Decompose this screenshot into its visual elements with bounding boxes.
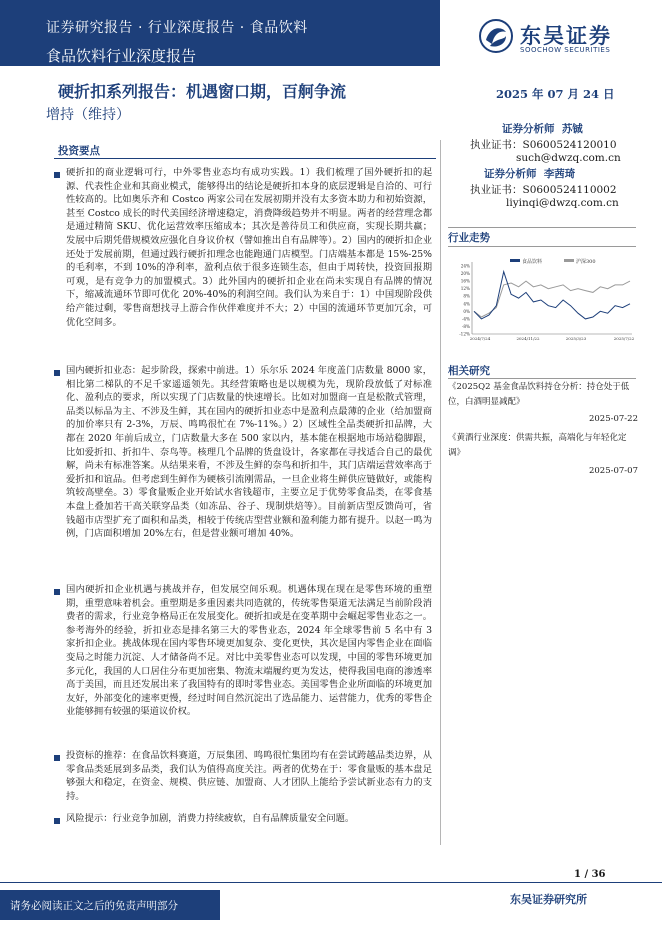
section-divider [54, 158, 436, 159]
analyst-2-email[interactable]: liyinqi@dwzq.com.cn [506, 197, 619, 209]
x-tick-label: 2025/7/22 [613, 336, 635, 341]
series-line-0 [474, 272, 630, 319]
y-tick-label: 4% [463, 301, 470, 307]
y-tick-label: 16% [460, 278, 470, 284]
logo-english: SOOCHOW SECURITIES [520, 46, 611, 54]
bullet-icon [54, 172, 60, 178]
paragraph-4: 投资标的推荐：在食品饮料赛道，万辰集团、鸣鸣很忙集团均有在尝试跨越品类边界，从零食品类延展到多品类，我们认为值得高度关注。两者的优势在于：零食量贩的基本盘足够强大和稳定，在资金、规模、供应链、加盟商、人才团队上能给予尝试新业态有力的支持。 [66, 750, 432, 802]
analyst-1-license: 执业证书：S0600524120010 [470, 139, 617, 151]
legend-hs300: 沪深300 [576, 259, 596, 265]
divider [448, 378, 636, 379]
analyst-2-title: 证券分析师 李茜琦 [484, 168, 576, 180]
legend-swatch-hs300 [564, 259, 574, 262]
x-tick-label: 2024/11/22 [516, 336, 540, 341]
divider [448, 246, 636, 247]
footer-line [0, 882, 662, 883]
soochow-logo-icon [478, 18, 514, 54]
y-tick-label: 0% [463, 308, 470, 314]
logo-text: 东吴证券 [520, 24, 612, 48]
page-number: 1 / 36 [574, 869, 606, 880]
related-item-2[interactable]: 《黄酒行业深度：供需共振，高端化与年轻化定调》 [448, 433, 627, 458]
report-title: 硬折扣系列报告：机遇窗口期，百舸争流 [58, 82, 347, 101]
related-title: 相关研究 [448, 365, 490, 377]
legend-food: 食品饮料 [522, 259, 543, 265]
section-title: 投资要点 [58, 145, 100, 157]
x-tick-label: 2025/3/23 [565, 336, 587, 341]
disclaimer-notice[interactable]: 请务必阅读正文之后的免责声明部分 [10, 900, 178, 912]
divider [448, 227, 636, 228]
report-date: 2025 年 07 月 24 日 [496, 87, 615, 101]
y-tick-label: -12% [459, 331, 470, 337]
y-tick-label: 12% [460, 286, 470, 292]
bullet-icon [54, 755, 60, 761]
industry-trend-chart [448, 258, 636, 348]
x-tick-label: 2024/7/24 [469, 336, 491, 341]
industry-report-label: 食品饮料行业深度报告 [46, 47, 197, 65]
trend-title: 行业走势 [448, 232, 490, 244]
y-tick-label: 8% [463, 293, 470, 299]
bullet-icon [54, 589, 60, 595]
column-divider [440, 140, 441, 845]
analyst-1-title: 证券分析师 苏铖 [502, 123, 583, 135]
related-item-1[interactable]: 《2025Q2 基金食品饮料持仓分析：持仓处于低位，白酒明显减配》 [448, 382, 630, 407]
footer-org: 东吴证券研究所 [510, 893, 587, 906]
paragraph-1: 硬折扣的商业逻辑可行，中外零售业态均有成功实践。1）我们梳理了国外硬折扣的起源、代表性企业和其商业模式，能够得出的结论是硬折扣本身的底层逻辑是自洽的、可行性较高的。比如奥乐齐和 Costco 两家公司在发展初期并没有太多资本助力和初始资源，甚至 Costco 成长的时代美国经济增速稳定，消费降级趋势并不明显。两者的经营理念都是通过精简 SKU、优化运营效率压缩成本；其次是善待员工和供应商，实现长期共赢；发展中后期凭借规模效应强化自身议价权（譬如推出自有品牌等）。2）国内的硬折扣企业还处于发展前期，但通过践行硬折扣理念也能跑通门店模型。门店端基本都是 15%-25%的毛利率，不到 10%的净利率，盈利点依于很多连锁生态，但由于周转快，投资回报期可观，是有竞争力的加盟模式。3）此外国内的硬折扣企业在尚未实现自有品牌的情况下，缩减流通环节即可优化 20%-40%的利润空间。我们认为来自于：1）中国现阶段供给产能过剩，零售商想找寻上游合作伙伴难度并不大；2）中国的流通环节更加冗余，可优化空间多。 [66, 167, 432, 328]
y-tick-label: 20% [460, 271, 470, 277]
paragraph-2: 国内硬折扣业态：起步阶段，探索中前进。1）乐尔乐 2024 年度盖门店数量 8000 家，相比第二梯队的不足千家遥遥领先。其经营策略也是以规模为先，现阶段放低了对标准化、盈利点的要求，所以实现了门店数量的快速增长。比如对加盟商一直是松散式管理，品类以标品为主、不涉及生鲜，其在国内的硬折扣业态中是盈利点最薄的企业（给加盟商的加价率只有 2-3%，万辰、鸣鸣很忙在 7%-11%。）2）区域性全品类硬折扣品牌，大都在 2020 年前后成立，门店数量大多在 500 家以内，基本能在根据地市场站稳脚跟，比如爱折扣、折扣牛、奈鸟等。核理几个品牌的货盘设计，各家都在寻找适合自己的最优解，尚未有标准答案。从结果来看，不涉及生鲜的奈鸟和折扣牛，其门店端运营效率高于爱折扣和谊品。但考虑到生鲜作为硬核引流刚需品，一旦企业将生鲜供应链做好，或能构筑较高壁垒。3）零食量贩企业开始试水省钱超市，主要立足于优势零食品类，在零食基本盘上叠加若干高关联穿品类（如冻品、谷子、现制烘焙等）。目前新店型反馈尚可，省钱超市店型扩充了面积和品类，相较于传统店型营业额和盈利能力都有提升。以赵一鸣为例，门店面积增加 20%左右，但是营业额可增加 40%。 [66, 365, 432, 540]
rating: 增持（维持） [46, 107, 130, 123]
related-item-1-date: 2025-07-22 [588, 414, 638, 424]
related-item-2-date: 2025-07-07 [588, 466, 638, 476]
analyst-1-email[interactable]: such@dwzq.com.cn [516, 152, 621, 164]
analyst-2-license: 执业证书：S0600524110002 [470, 184, 617, 196]
report-category: 证券研究报告 · 行业深度报告 · 食品饮料 [46, 20, 308, 36]
y-tick-label: 24% [460, 263, 470, 269]
y-tick-label: -4% [461, 316, 470, 322]
legend-swatch-food [510, 259, 520, 262]
paragraph-3: 国内硬折扣企业机遇与挑战并存，但发展空间乐观。机遇体现在现在是零售环境的重塑期，重塑意味着机会。重塑期是多重因素共同造就的，传统零售渠道无法满足当前阶段消费者的需求，行业竞争格局正在发展变化。硬折扣或是在变革期中会崛起零售业态之一。参考海外的经验，折扣业态是排名第三大的零售业态，2024 年全球零售前 5 名中有 3 家折扣企业。挑战体现在国内零售环境更加复杂、变化更快，其次是国内零售企业在面临变局之时能力沉淀、人才储备尚不足。对比中美零售业态可以发现，中国的零售环境更加多元化，我国的人口居住分布更加密集、物流末端履约更为发达，使得我国电商的渗透率高于美国，而且还发展出来了我国特有的即时零售业态。美国零售企业所面临的环境更加友好，外部变化的速率更慢，经过时间自然沉淀出了选品能力、运营能力，优秀的零售企业能够拥有较强的渠道议价权。 [66, 584, 432, 718]
paragraph-5: 风险提示：行业竞争加剧，消费力持续疲软，自有品牌质量安全问题。 [66, 813, 355, 824]
bullet-icon [54, 370, 60, 376]
bullet-icon [54, 818, 60, 824]
y-tick-label: -8% [461, 323, 470, 329]
